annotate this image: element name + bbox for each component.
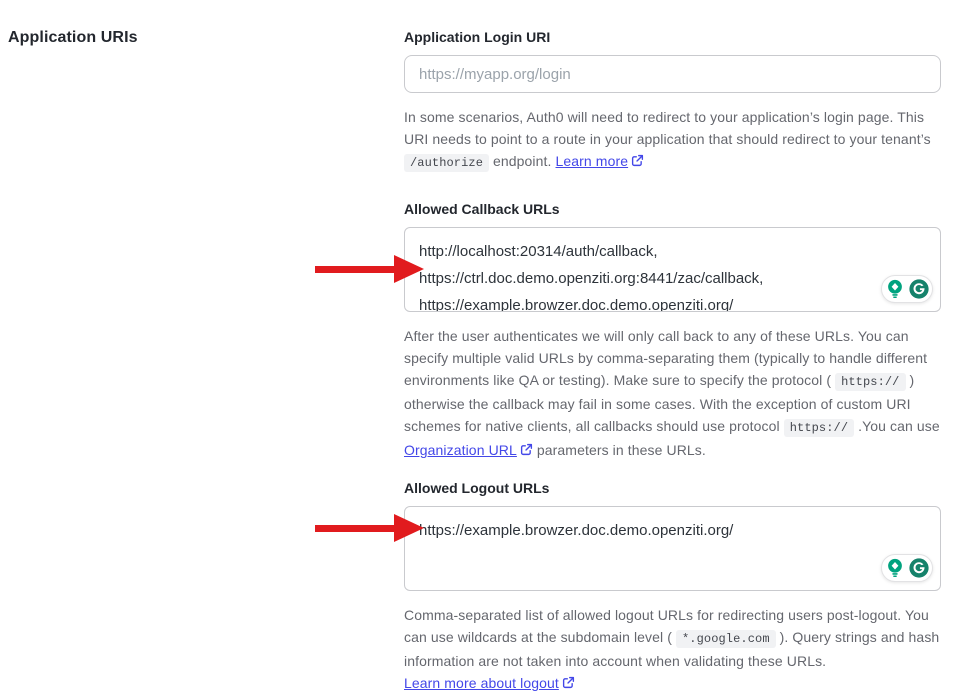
https-protocol-chip: https://: [784, 419, 854, 437]
login-uri-help: [404, 106, 941, 174]
external-link-icon: [562, 676, 575, 689]
section-fields-column: [404, 28, 941, 694]
grammarly-logo-icon[interactable]: [908, 557, 930, 579]
callback-urls-help: [404, 325, 941, 461]
section-heading-column: [8, 28, 404, 694]
callback-urls-textarea[interactable]: [404, 227, 941, 312]
logout-urls-field: [404, 506, 941, 591]
callback-urls-label: Allowed Callback URLs: [404, 201, 560, 217]
learn-more-link[interactable]: Learn more: [555, 153, 629, 169]
external-link-icon: [520, 443, 533, 456]
help-text: .You can use: [854, 418, 940, 434]
grammarly-widget[interactable]: [881, 554, 933, 582]
wildcard-subdomain-chip: *.google.com: [676, 630, 776, 648]
organization-url-link[interactable]: Organization URL: [404, 442, 517, 458]
callback-urls-field: [404, 227, 941, 312]
help-text: parameters in these URLs.: [532, 442, 706, 458]
grammarly-logo-icon[interactable]: [908, 278, 930, 300]
section-heading: Application URIs: [8, 29, 138, 46]
help-text: endpoint.: [489, 153, 556, 169]
https-protocol-chip: https://: [835, 373, 905, 391]
grammarly-widget[interactable]: [881, 275, 933, 303]
logout-urls-label: Allowed Logout URLs: [404, 480, 550, 496]
logout-urls-help: [404, 604, 941, 694]
help-text: ) otherwise the callback may fail in some cases. With the exception of custom URI schemes for native clients, all callbacks should use protocol: [404, 372, 915, 434]
help-text: In some scenarios, Auth0 will need to redirect to your application’s login page. This URI needs to point to a route in your application that should redirect to your tenant’s: [404, 109, 931, 147]
learn-more-logout-link[interactable]: Learn more about logout: [404, 675, 559, 691]
help-text: After the user authenticates we will only call back to any of these URLs. You can specify multiple valid URLs by comma-separating them (typically to handle different environments like QA or testing). Make sure to specify the protocol (: [404, 328, 928, 388]
help-text: Comma-separated list of allowed logout URLs for redirecting users post-logout. You can use wildcards at the subdomain level (: [404, 607, 929, 645]
grammarly-suggestion-bulb-icon[interactable]: [884, 278, 906, 300]
authorize-endpoint-chip: /authorize: [404, 154, 489, 172]
login-uri-label: Application Login URI: [404, 29, 551, 45]
help-text: ). Query strings and hash information are not taken into account when validating these URLs.: [404, 629, 940, 669]
login-uri-input[interactable]: [404, 55, 941, 93]
logout-urls-textarea[interactable]: [404, 506, 941, 591]
external-link-icon: [631, 154, 644, 167]
grammarly-suggestion-bulb-icon[interactable]: [884, 557, 906, 579]
